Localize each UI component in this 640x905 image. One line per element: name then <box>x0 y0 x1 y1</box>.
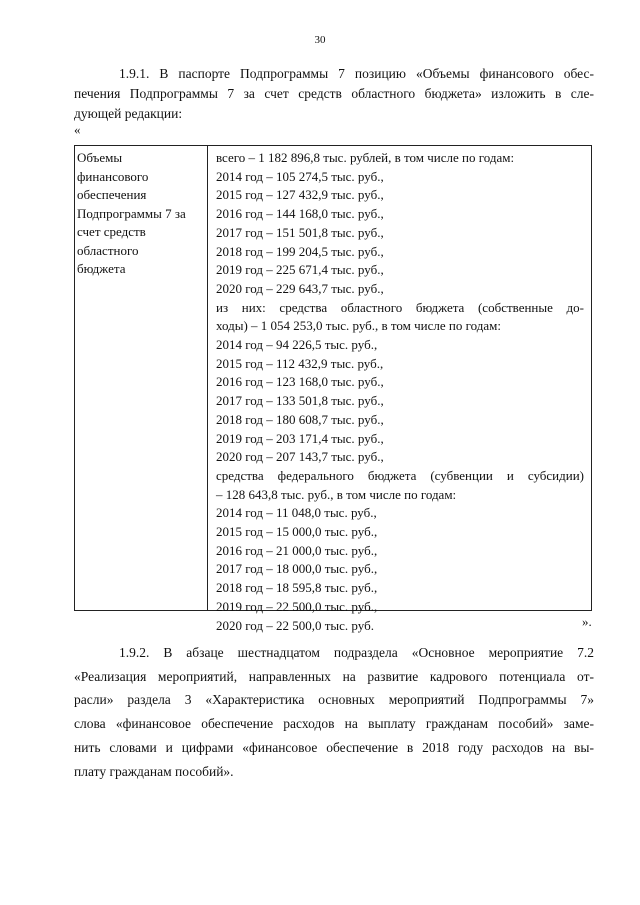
year-amount-line: 2018 год – 199 204,5 тыс. руб., <box>216 243 384 259</box>
year-amount-line: 2018 год – 18 595,8 тыс. руб., <box>216 580 378 596</box>
year-amount-line: 2019 год – 22 500,0 тыс. руб., <box>216 598 378 614</box>
paragraph-line: слова «финансовое обеспечение расходов на выплату гражданам пособий» заме- <box>74 716 594 732</box>
total-line: всего – 1 182 896,8 тыс. рублей, в том числе по годам: <box>216 150 515 165</box>
year-amount-line: 2020 год – 207 143,7 тыс. руб., <box>216 449 384 465</box>
year-amount-line: 2016 год – 123 168,0 тыс. руб., <box>216 374 384 390</box>
label-line: бюджета <box>77 261 126 276</box>
table-label-cell <box>77 149 205 279</box>
table-value-cell <box>216 149 584 635</box>
year-amount-line: 2018 год – 180 608,7 тыс. руб., <box>216 411 384 427</box>
year-amount-line: 2017 год – 133 501,8 тыс. руб., <box>216 393 384 409</box>
year-amount-line: 2014 год – 105 274,5 тыс. руб., <box>216 168 384 184</box>
year-amount-line: 2015 год – 127 432,9 тыс. руб., <box>216 187 384 203</box>
year-amount-line: 2015 год – 112 432,9 тыс. руб., <box>216 355 384 371</box>
year-amount-line: 2019 год – 225 671,4 тыс. руб., <box>216 262 384 278</box>
federal-budget-line: средства федерального бюджета (субвенции и субсидии) <box>216 467 584 483</box>
passport-table <box>74 145 592 633</box>
year-amount-line: 2014 год – 94 226,5 тыс. руб., <box>216 337 378 353</box>
label-line: Подпрограммы 7 за <box>77 205 186 221</box>
regional-budget-line: из них: средства областного бюджета (собственные до- <box>216 299 584 315</box>
paragraph-1-9-1 <box>74 64 594 124</box>
paragraph-line: 1.9.2. В абзаце шестнадцатом подраздела «Основное мероприятие 7.2 <box>119 645 594 660</box>
label-line: счет средств <box>77 224 146 239</box>
year-amount-line: 2014 год – 11 048,0 тыс. руб., <box>216 505 377 521</box>
federal-budget-total-line: – 128 643,8 тыс. руб., в том числе по годам: <box>216 486 457 502</box>
paragraph-line: печения Подпрограммы 7 за счет средств областного бюджета» изложить в сле- <box>74 86 594 101</box>
year-amount-line: 2017 год – 151 501,8 тыс. руб., <box>216 224 384 240</box>
paragraph-line: плату гражданам пособий». <box>74 763 234 779</box>
year-amount-line: 2020 год – 229 643,7 тыс. руб., <box>216 280 384 296</box>
year-amount-line: 2020 год – 22 500,0 тыс. руб. <box>216 617 374 633</box>
paragraph-line: 1.9.1. В паспорте Подпрограммы 7 позицию «Объемы финансового обес- <box>119 66 594 81</box>
label-line: областного <box>77 242 139 258</box>
opening-quote-mark: « <box>74 122 81 137</box>
label-line: обеспечения <box>77 187 147 202</box>
year-amount-line: 2015 год – 15 000,0 тыс. руб., <box>216 524 378 540</box>
year-amount-line: 2016 год – 144 168,0 тыс. руб., <box>216 206 384 222</box>
paragraph-line: нить словами и цифрами «финансовое обеспечение в 2018 году расходов на вы- <box>74 739 594 755</box>
year-amount-line: 2016 год – 21 000,0 тыс. руб., <box>216 542 378 558</box>
label-line: Объемы <box>77 150 123 165</box>
column-divider <box>207 146 208 610</box>
year-amount-line: 2017 год – 18 000,0 тыс. руб., <box>216 561 378 577</box>
paragraph-line: дующей редакции: <box>74 106 183 121</box>
page-number: 30 <box>314 34 326 46</box>
year-amount-line: 2019 год – 203 171,4 тыс. руб., <box>216 430 384 446</box>
regional-budget-total-line: ходы) – 1 054 253,0 тыс. руб., в том числе по годам: <box>216 318 501 334</box>
paragraph-line: расли» раздела 3 «Характеристика основных мероприятий Подпрограммы 7» <box>74 692 594 708</box>
paragraph-line: «Реализация мероприятий, направленных на развитие кадрового потенциала от- <box>74 668 594 684</box>
label-line: финансового <box>77 168 149 184</box>
paragraph-1-9-2 <box>74 641 594 783</box>
closing-quote-mark: ». <box>582 614 592 629</box>
